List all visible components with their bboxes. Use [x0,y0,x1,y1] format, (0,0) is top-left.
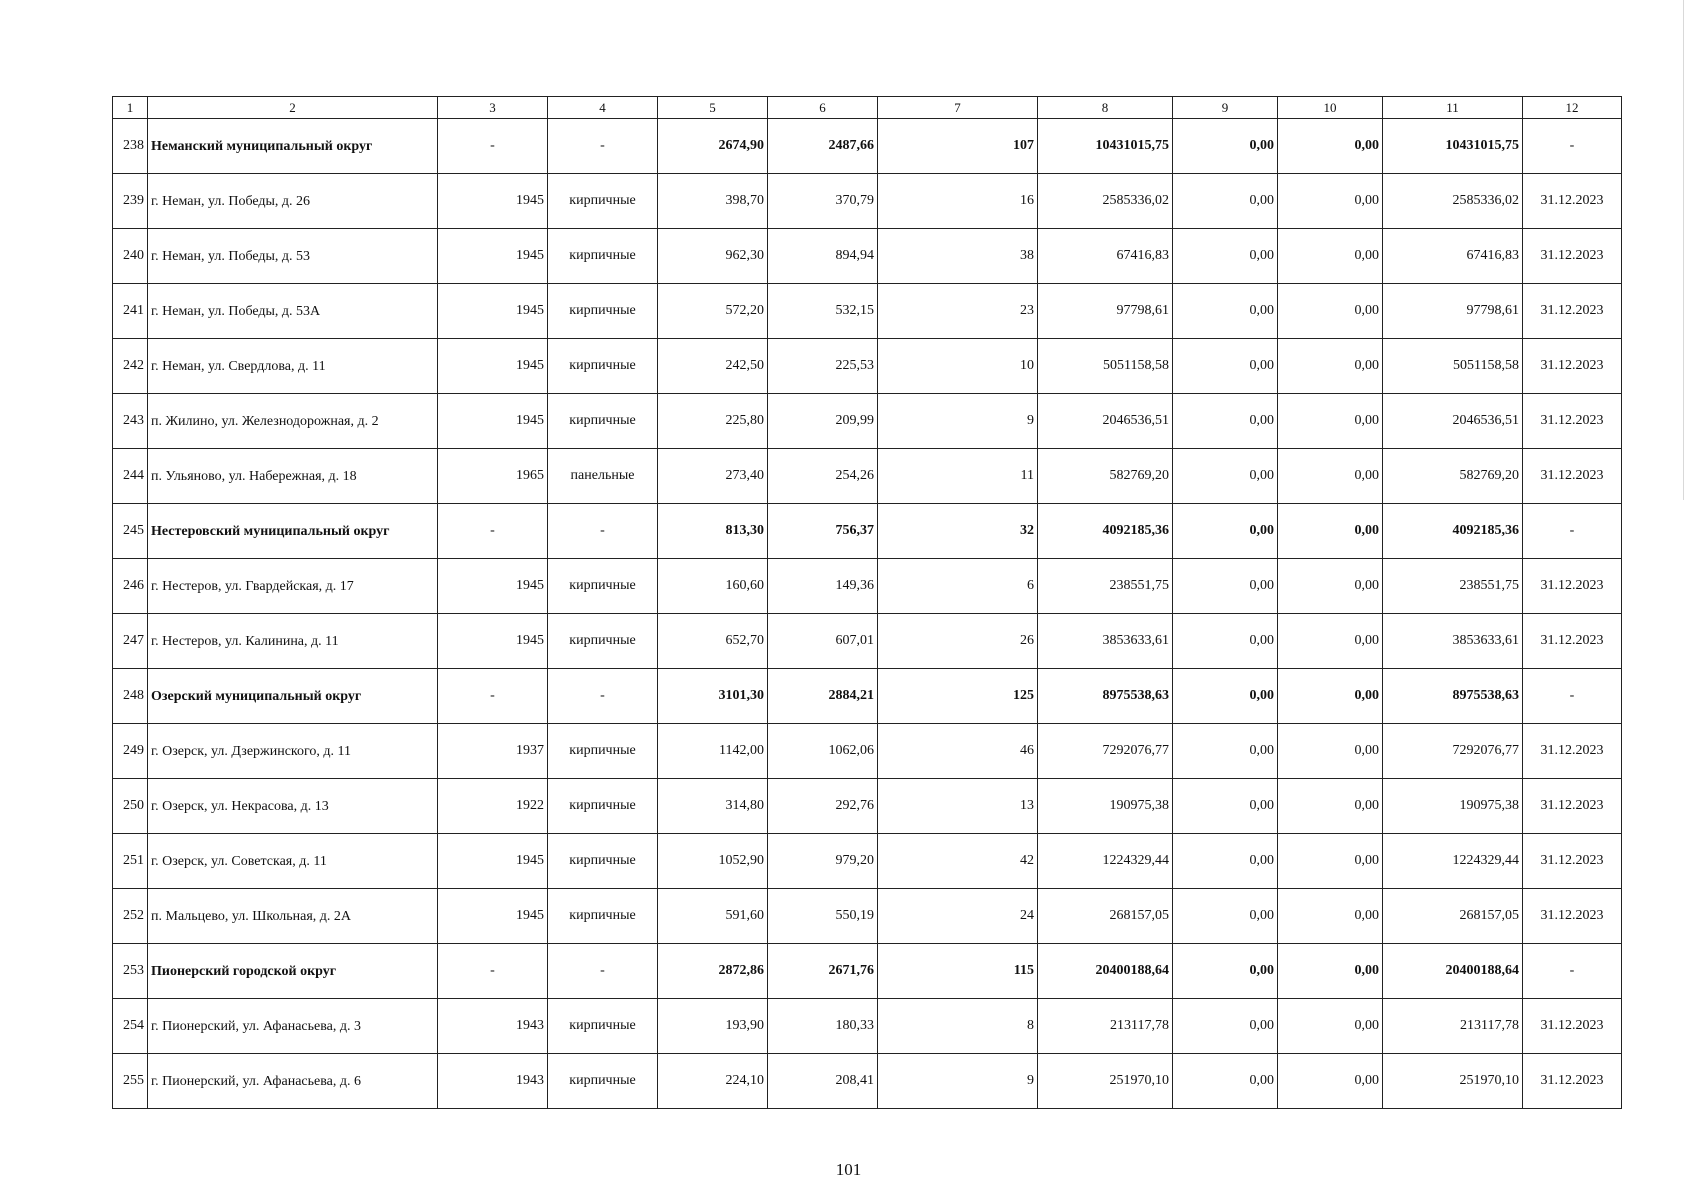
cell-total-area: 572,20 [658,284,768,339]
cell-row-number: 245 [113,504,148,559]
cell-cost-col-10: 0,00 [1278,449,1383,504]
cell-address: г. Нестеров, ул. Калинина, д. 11 [148,614,438,669]
cell-year-built: - [438,504,548,559]
cell-residents: 11 [878,449,1038,504]
cell-year-built: 1943 [438,1054,548,1109]
cell-cost-col-9: 0,00 [1173,449,1278,504]
cell-living-area: 225,53 [768,339,878,394]
cell-year-built: 1945 [438,834,548,889]
cell-living-area: 756,37 [768,504,878,559]
cell-cost-col-10: 0,00 [1278,229,1383,284]
cell-year-built: 1945 [438,229,548,284]
cell-row-number: 254 [113,999,148,1054]
cell-year-built: - [438,119,548,174]
cell-year-built: 1922 [438,779,548,834]
cell-total-cost: 7292076,77 [1038,724,1173,779]
cell-residents: 38 [878,229,1038,284]
cell-wall-material: кирпичные [548,614,658,669]
cell-cost-col-10: 0,00 [1278,339,1383,394]
cell-cost-col-10: 0,00 [1278,284,1383,339]
cell-year-built: 1965 [438,449,548,504]
cell-wall-material: кирпичные [548,174,658,229]
cell-cost-col-11: 190975,38 [1383,779,1523,834]
cell-cost-col-11: 8975538,63 [1383,669,1523,724]
cell-living-area: 532,15 [768,284,878,339]
cell-residents: 13 [878,779,1038,834]
cell-total-cost: 268157,05 [1038,889,1173,944]
cell-wall-material: - [548,669,658,724]
cell-wall-material: кирпичные [548,339,658,394]
cell-total-area: 160,60 [658,559,768,614]
cell-cost-col-9: 0,00 [1173,1054,1278,1109]
cell-cost-col-9: 0,00 [1173,504,1278,559]
cell-wall-material: кирпичные [548,1054,658,1109]
subtotal-row [113,119,1622,174]
cell-total-area: 398,70 [658,174,768,229]
cell-total-area: 652,70 [658,614,768,669]
cell-living-area: 149,36 [768,559,878,614]
cell-wall-material: кирпичные [548,889,658,944]
cell-living-area: 2671,76 [768,944,878,999]
cell-row-number: 255 [113,1054,148,1109]
cell-total-cost: 5051158,58 [1038,339,1173,394]
cell-wall-material: кирпичные [548,559,658,614]
column-header-12: 12 [1523,97,1622,119]
column-header-6: 6 [768,97,878,119]
subtotal-row [113,669,1622,724]
cell-cost-col-11: 4092185,36 [1383,504,1523,559]
cell-cost-col-9: 0,00 [1173,999,1278,1054]
table-row [113,834,1622,889]
cell-cost-col-11: 2046536,51 [1383,394,1523,449]
cell-row-number: 252 [113,889,148,944]
column-header-9: 9 [1173,97,1278,119]
cell-deadline: 31.12.2023 [1523,174,1622,229]
cell-living-area: 208,41 [768,1054,878,1109]
cell-cost-col-9: 0,00 [1173,944,1278,999]
cell-deadline: 31.12.2023 [1523,834,1622,889]
table-row [113,1054,1622,1109]
cell-total-cost: 1224329,44 [1038,834,1173,889]
cell-year-built: 1945 [438,559,548,614]
cell-residents: 9 [878,394,1038,449]
cell-total-cost: 67416,83 [1038,229,1173,284]
cell-total-area: 1052,90 [658,834,768,889]
cell-cost-col-9: 0,00 [1173,229,1278,284]
cell-cost-col-11: 268157,05 [1383,889,1523,944]
cell-deadline: 31.12.2023 [1523,449,1622,504]
cell-year-built: 1945 [438,614,548,669]
cell-address: Озерский муниципальный округ [148,669,438,724]
cell-total-cost: 20400188,64 [1038,944,1173,999]
cell-deadline: 31.12.2023 [1523,779,1622,834]
cell-wall-material: кирпичные [548,834,658,889]
cell-year-built: 1943 [438,999,548,1054]
cell-total-area: 962,30 [658,229,768,284]
cell-row-number: 242 [113,339,148,394]
cell-residents: 107 [878,119,1038,174]
cell-total-cost: 3853633,61 [1038,614,1173,669]
cell-total-area: 813,30 [658,504,768,559]
cell-address: п. Ульяново, ул. Набережная, д. 18 [148,449,438,504]
cell-living-area: 2487,66 [768,119,878,174]
column-header-11: 11 [1383,97,1523,119]
cell-cost-col-9: 0,00 [1173,614,1278,669]
cell-residents: 125 [878,669,1038,724]
cell-cost-col-11: 10431015,75 [1383,119,1523,174]
cell-total-area: 224,10 [658,1054,768,1109]
cell-cost-col-11: 5051158,58 [1383,339,1523,394]
cell-living-area: 550,19 [768,889,878,944]
cell-deadline: 31.12.2023 [1523,614,1622,669]
cell-row-number: 248 [113,669,148,724]
cell-cost-col-9: 0,00 [1173,339,1278,394]
cell-cost-col-10: 0,00 [1278,889,1383,944]
cell-living-area: 370,79 [768,174,878,229]
cell-year-built: - [438,669,548,724]
cell-address: п. Мальцево, ул. Школьная, д. 2А [148,889,438,944]
subtotal-row [113,504,1622,559]
table-row [113,339,1622,394]
cell-total-area: 2872,86 [658,944,768,999]
cell-row-number: 241 [113,284,148,339]
cell-residents: 24 [878,889,1038,944]
cell-cost-col-10: 0,00 [1278,999,1383,1054]
cell-living-area: 180,33 [768,999,878,1054]
cell-deadline: - [1523,504,1622,559]
cell-cost-col-11: 582769,20 [1383,449,1523,504]
table-body [113,97,1622,1109]
cell-address: г. Неман, ул. Победы, д. 53 [148,229,438,284]
cell-residents: 23 [878,284,1038,339]
cell-wall-material: кирпичные [548,724,658,779]
cell-row-number: 246 [113,559,148,614]
cell-total-cost: 97798,61 [1038,284,1173,339]
cell-deadline: 31.12.2023 [1523,889,1622,944]
cell-total-area: 225,80 [658,394,768,449]
table-row [113,889,1622,944]
cell-total-cost: 10431015,75 [1038,119,1173,174]
cell-total-area: 3101,30 [658,669,768,724]
cell-living-area: 894,94 [768,229,878,284]
cell-wall-material: кирпичные [548,394,658,449]
cell-total-cost: 213117,78 [1038,999,1173,1054]
cell-living-area: 209,99 [768,394,878,449]
cell-address: Неманский муниципальный округ [148,119,438,174]
cell-residents: 16 [878,174,1038,229]
cell-row-number: 238 [113,119,148,174]
cell-total-cost: 251970,10 [1038,1054,1173,1109]
cell-residents: 115 [878,944,1038,999]
cell-residents: 9 [878,1054,1038,1109]
cell-cost-col-10: 0,00 [1278,1054,1383,1109]
cell-living-area: 254,26 [768,449,878,504]
cell-cost-col-11: 97798,61 [1383,284,1523,339]
column-header-2: 2 [148,97,438,119]
cell-deadline: 31.12.2023 [1523,1054,1622,1109]
column-header-3: 3 [438,97,548,119]
cell-total-cost: 4092185,36 [1038,504,1173,559]
cell-wall-material: - [548,119,658,174]
cell-cost-col-11: 7292076,77 [1383,724,1523,779]
cell-living-area: 292,76 [768,779,878,834]
cell-total-cost: 2046536,51 [1038,394,1173,449]
table-row [113,284,1622,339]
cell-cost-col-9: 0,00 [1173,669,1278,724]
cell-wall-material: панельные [548,449,658,504]
cell-cost-col-10: 0,00 [1278,504,1383,559]
cell-row-number: 247 [113,614,148,669]
table-row [113,449,1622,504]
cell-cost-col-11: 1224329,44 [1383,834,1523,889]
cell-wall-material: кирпичные [548,999,658,1054]
column-header-1: 1 [113,97,148,119]
cell-total-cost: 2585336,02 [1038,174,1173,229]
cell-address: г. Неман, ул. Свердлова, д. 11 [148,339,438,394]
cell-year-built: - [438,944,548,999]
scan-edge-line [1683,0,1684,500]
cell-cost-col-10: 0,00 [1278,834,1383,889]
cell-total-area: 1142,00 [658,724,768,779]
cell-total-area: 2674,90 [658,119,768,174]
cell-cost-col-10: 0,00 [1278,614,1383,669]
cell-row-number: 244 [113,449,148,504]
table-row [113,724,1622,779]
cell-row-number: 249 [113,724,148,779]
cell-residents: 46 [878,724,1038,779]
cell-deadline: 31.12.2023 [1523,999,1622,1054]
column-header-10: 10 [1278,97,1383,119]
cell-deadline: 31.12.2023 [1523,394,1622,449]
cell-deadline: 31.12.2023 [1523,284,1622,339]
cell-address: г. Неман, ул. Победы, д. 53А [148,284,438,339]
cell-address: г. Озерск, ул. Дзержинского, д. 11 [148,724,438,779]
cell-address: г. Пионерский, ул. Афанасьева, д. 6 [148,1054,438,1109]
cell-total-cost: 582769,20 [1038,449,1173,504]
table-row [113,394,1622,449]
cell-wall-material: кирпичные [548,284,658,339]
cell-cost-col-9: 0,00 [1173,559,1278,614]
cell-wall-material: - [548,944,658,999]
cell-residents: 32 [878,504,1038,559]
cell-year-built: 1945 [438,174,548,229]
cell-year-built: 1937 [438,724,548,779]
cell-total-cost: 190975,38 [1038,779,1173,834]
cell-address: п. Жилино, ул. Железнодорожная, д. 2 [148,394,438,449]
table-row [113,614,1622,669]
table-row [113,559,1622,614]
table-row [113,229,1622,284]
cell-row-number: 240 [113,229,148,284]
cell-cost-col-9: 0,00 [1173,889,1278,944]
cell-address: Нестеровский муниципальный округ [148,504,438,559]
cell-cost-col-10: 0,00 [1278,669,1383,724]
cell-cost-col-11: 67416,83 [1383,229,1523,284]
cell-cost-col-10: 0,00 [1278,724,1383,779]
cell-total-cost: 8975538,63 [1038,669,1173,724]
cell-deadline: 31.12.2023 [1523,229,1622,284]
table-row [113,999,1622,1054]
column-header-4: 4 [548,97,658,119]
cell-cost-col-10: 0,00 [1278,779,1383,834]
cell-cost-col-10: 0,00 [1278,944,1383,999]
cell-total-cost: 238551,75 [1038,559,1173,614]
cell-deadline: 31.12.2023 [1523,559,1622,614]
cell-cost-col-9: 0,00 [1173,779,1278,834]
cell-cost-col-11: 251970,10 [1383,1054,1523,1109]
cell-cost-col-10: 0,00 [1278,394,1383,449]
column-header-8: 8 [1038,97,1173,119]
cell-cost-col-11: 238551,75 [1383,559,1523,614]
cell-cost-col-10: 0,00 [1278,174,1383,229]
cell-year-built: 1945 [438,889,548,944]
cell-living-area: 979,20 [768,834,878,889]
cell-deadline: 31.12.2023 [1523,724,1622,779]
cell-row-number: 250 [113,779,148,834]
cell-cost-col-9: 0,00 [1173,174,1278,229]
cell-total-area: 273,40 [658,449,768,504]
cell-cost-col-10: 0,00 [1278,119,1383,174]
cell-cost-col-9: 0,00 [1173,119,1278,174]
cell-residents: 10 [878,339,1038,394]
cell-total-area: 193,90 [658,999,768,1054]
subtotal-row [113,944,1622,999]
cell-residents: 26 [878,614,1038,669]
cell-year-built: 1945 [438,284,548,339]
cell-total-area: 314,80 [658,779,768,834]
cell-cost-col-11: 213117,78 [1383,999,1523,1054]
cell-cost-col-9: 0,00 [1173,834,1278,889]
cell-cost-col-9: 0,00 [1173,284,1278,339]
header-row [113,97,1622,119]
cell-cost-col-9: 0,00 [1173,394,1278,449]
cell-row-number: 243 [113,394,148,449]
cell-cost-col-11: 2585336,02 [1383,174,1523,229]
cell-address: г. Озерск, ул. Советская, д. 11 [148,834,438,889]
cell-row-number: 251 [113,834,148,889]
cell-year-built: 1945 [438,339,548,394]
cell-living-area: 2884,21 [768,669,878,724]
cell-residents: 42 [878,834,1038,889]
cell-total-area: 591,60 [658,889,768,944]
cell-deadline: - [1523,944,1622,999]
column-header-7: 7 [878,97,1038,119]
cell-cost-col-11: 3853633,61 [1383,614,1523,669]
cell-address: г. Неман, ул. Победы, д. 26 [148,174,438,229]
cell-residents: 6 [878,559,1038,614]
cell-wall-material: кирпичные [548,779,658,834]
cell-residents: 8 [878,999,1038,1054]
cell-year-built: 1945 [438,394,548,449]
cell-deadline: 31.12.2023 [1523,339,1622,394]
cell-deadline: - [1523,669,1622,724]
column-header-5: 5 [658,97,768,119]
cell-cost-col-9: 0,00 [1173,724,1278,779]
cell-living-area: 1062,06 [768,724,878,779]
cell-wall-material: кирпичные [548,229,658,284]
data-table [112,96,1622,1109]
cell-wall-material: - [548,504,658,559]
cell-deadline: - [1523,119,1622,174]
cell-address: г. Нестеров, ул. Гвардейская, д. 17 [148,559,438,614]
table-row [113,174,1622,229]
cell-cost-col-11: 20400188,64 [1383,944,1523,999]
cell-address: г. Озерск, ул. Некрасова, д. 13 [148,779,438,834]
cell-row-number: 239 [113,174,148,229]
table-row [113,779,1622,834]
page-number: 101 [835,1160,862,1179]
cell-cost-col-10: 0,00 [1278,559,1383,614]
cell-total-area: 242,50 [658,339,768,394]
cell-row-number: 253 [113,944,148,999]
cell-living-area: 607,01 [768,614,878,669]
cell-address: г. Пионерский, ул. Афанасьева, д. 3 [148,999,438,1054]
cell-address: Пионерский городской округ [148,944,438,999]
